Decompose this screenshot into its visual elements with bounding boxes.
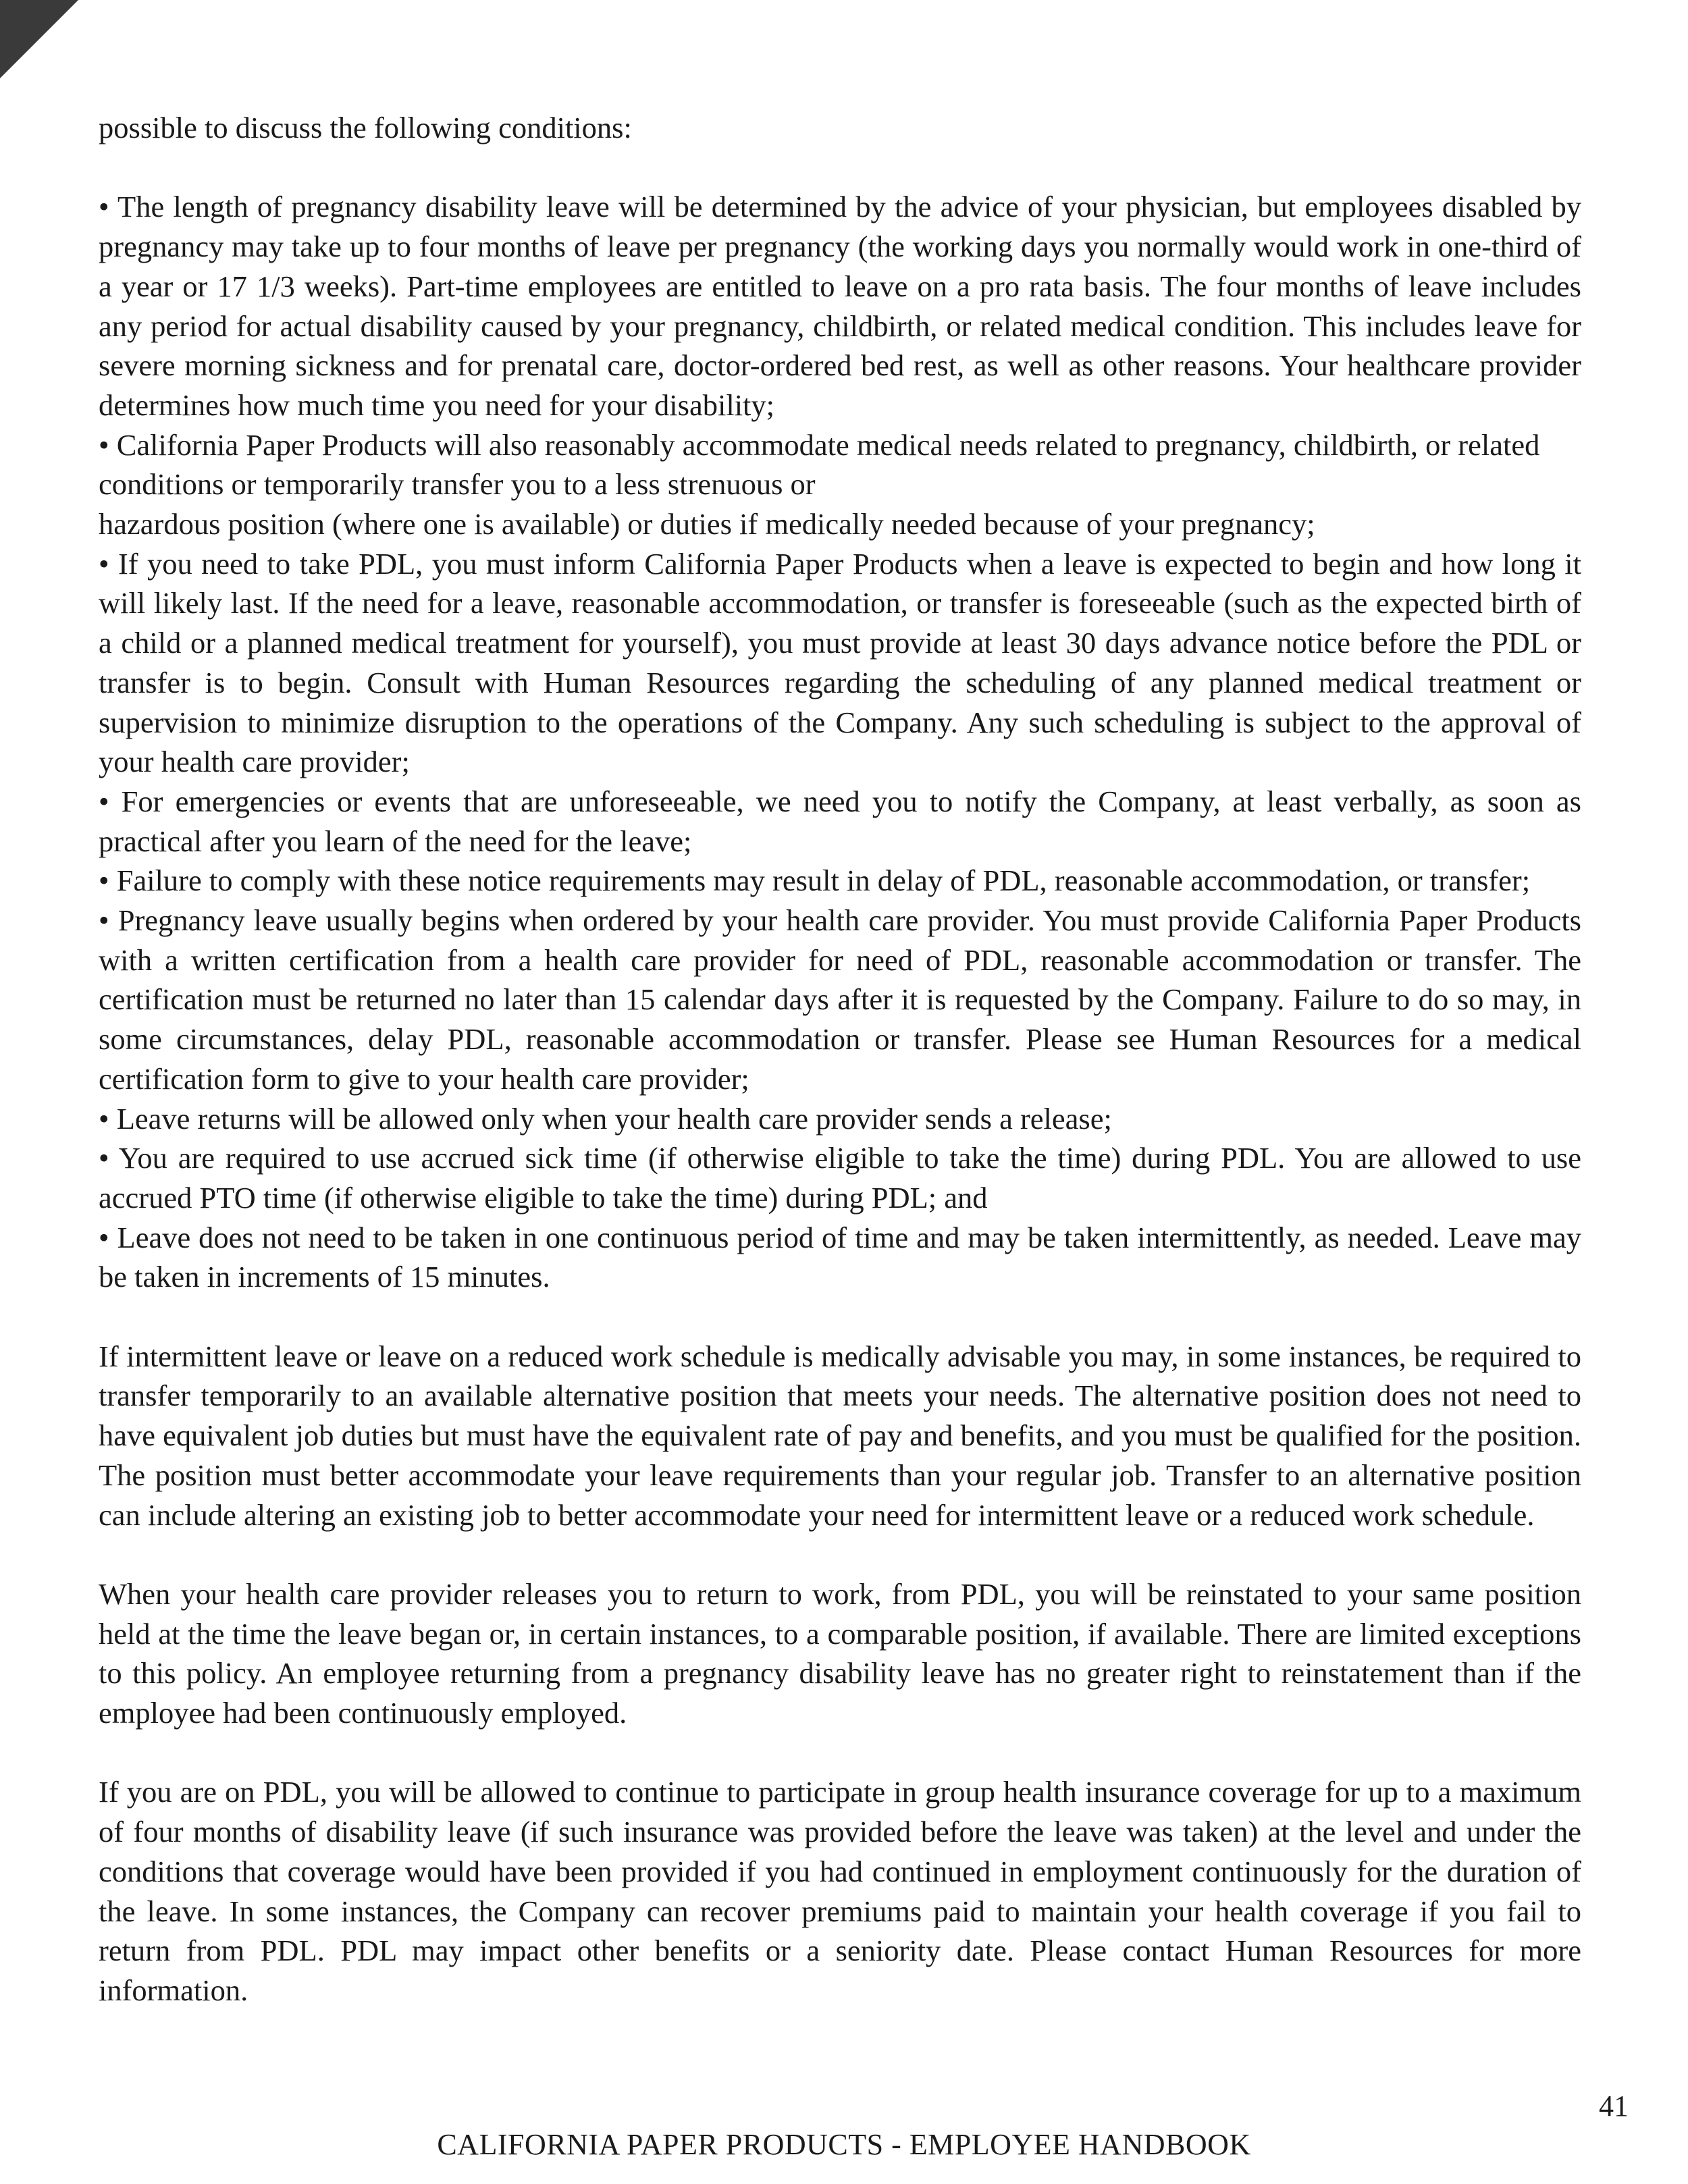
paragraph: If intermittent leave or leave on a reduced work schedule is medically advisable you may, in some instances, be required to transfer temporarily to an available alternative position that meets your needs. The alternative position does not need to have equivalent job duties but must have the equivalent rate of pay and benefits, and you must be qualified for the position. The position must better accommodate your leave requirements than your regular job. Transfer to an alternative position can include altering an existing job to better accommodate your need for intermittent leave or a reduced work schedule. xyxy=(99,1339,1581,1532)
paragraph-spacer xyxy=(99,1297,1581,1337)
paragraph-spacer xyxy=(99,1733,1581,1773)
paragraph: When your health care provider releases you to return to work, from PDL, you will be reinstated to your same position held at the time the leave began or, in certain instances, to a comparable position, if available. There are limited exceptions to this policy. An employee returning from a pregnancy disability leave has no greater right to reinstatement than if the employee had been continuously employed. xyxy=(99,1576,1581,1730)
paragraph-spacer xyxy=(99,1535,1581,1574)
page-number: 41 xyxy=(1599,2089,1629,2123)
bullet-item: • Leave does not need to be taken in one continuous period of time and may be taken intermittently, as needed. Leave may be taken in increments of 15 minutes. xyxy=(99,1220,1581,1294)
body-text xyxy=(99,108,1581,2010)
footer-title: CALIFORNIA PAPER PRODUCTS - EMPLOYEE HANDBOOK xyxy=(437,2128,1251,2161)
paragraph: If you are on PDL, you will be allowed to continue to participate in group health insurance coverage for up to a maximum of four months of disability leave (if such insurance was provided before the leave was taken) at the level and under the conditions that coverage would have been provided if you had continued in employment continuously for the duration of the leave. In some instances, the Company can recover premiums paid to maintain your health coverage if you fail to return from PDL. PDL may impact other benefits or a seniority date. Please contact Human Resources for more information. xyxy=(99,1775,1581,2007)
bullet-item: • Failure to comply with these notice requirements may result in delay of PDL, reasonable accommodation, or transfer; xyxy=(99,863,1531,898)
bullet-item-continuation: hazardous position (where one is available) or duties if medically needed because of your pregnancy; xyxy=(99,507,1315,541)
bullet-item: • California Paper Products will also reasonably accommodate medical needs related to pregnancy, childbirth, or related conditions or temporarily transfer you to a less strenuous or xyxy=(99,427,1540,502)
intro-line: possible to discuss the following conditions: xyxy=(99,111,632,144)
bullet-item: • You are required to use accrued sick time (if otherwise eligible to take the time) during PDL. You are allowed to use accrued PTO time (if otherwise eligible to take the time) during PDL; and xyxy=(99,1141,1581,1215)
page-corner-decoration xyxy=(0,0,78,78)
bullet-item: • If you need to take PDL, you must inform California Paper Products when a leave is expected to begin and how long it will likely last. If the need for a leave, reasonable accommodation, or transfer is foreseeable (such as the expected birth of a child or a planned medical treatment for yourself), you must provide at least 30 days advance notice before the PDL or transfer is to begin. Consult with Human Resources regarding the scheduling of any planned medical treatment or supervision to minimize disruption to the operations of the Company. Any such scheduling is subject to the approval of your health care provider; xyxy=(99,546,1581,779)
bullet-item: • Leave returns will be allowed only when your health care provider sends a release; xyxy=(99,1101,1112,1136)
bullet-item: • For emergencies or events that are unforeseeable, we need you to notify the Company, at least verbally, as soon as practical after you learn of the need for the leave; xyxy=(99,784,1581,858)
paragraph-spacer xyxy=(99,148,1581,188)
bullet-item: • Pregnancy leave usually begins when ordered by your health care provider. You must provide California Paper Products with a written certification from a health care provider for need of PDL, reasonable accommodation or transfer. The certification must be returned no later than 15 calendar days after it is requested by the Company. Failure to do so may, in some circumstances, delay PDL, reasonable accommodation or transfer. Please see Human Resources for a medical certification form to give to your health care provider; xyxy=(99,903,1581,1096)
bullet-item: • The length of pregnancy disability leave will be determined by the advice of your physician, but employees disabled by pregnancy may take up to four months of leave per pregnancy (the working days you normally would work in one-third of a year or 17 1/3 weeks). Part-time employees are entitled to leave on a pro rata basis. The four months of leave includes any period for actual disability caused by your pregnancy, childbirth, or related medical condition. This includes leave for severe morning sickness and for prenatal care, doctor-ordered bed rest, as well as other reasons. Your healthcare provider determines how much time you need for your disability; xyxy=(99,190,1581,422)
